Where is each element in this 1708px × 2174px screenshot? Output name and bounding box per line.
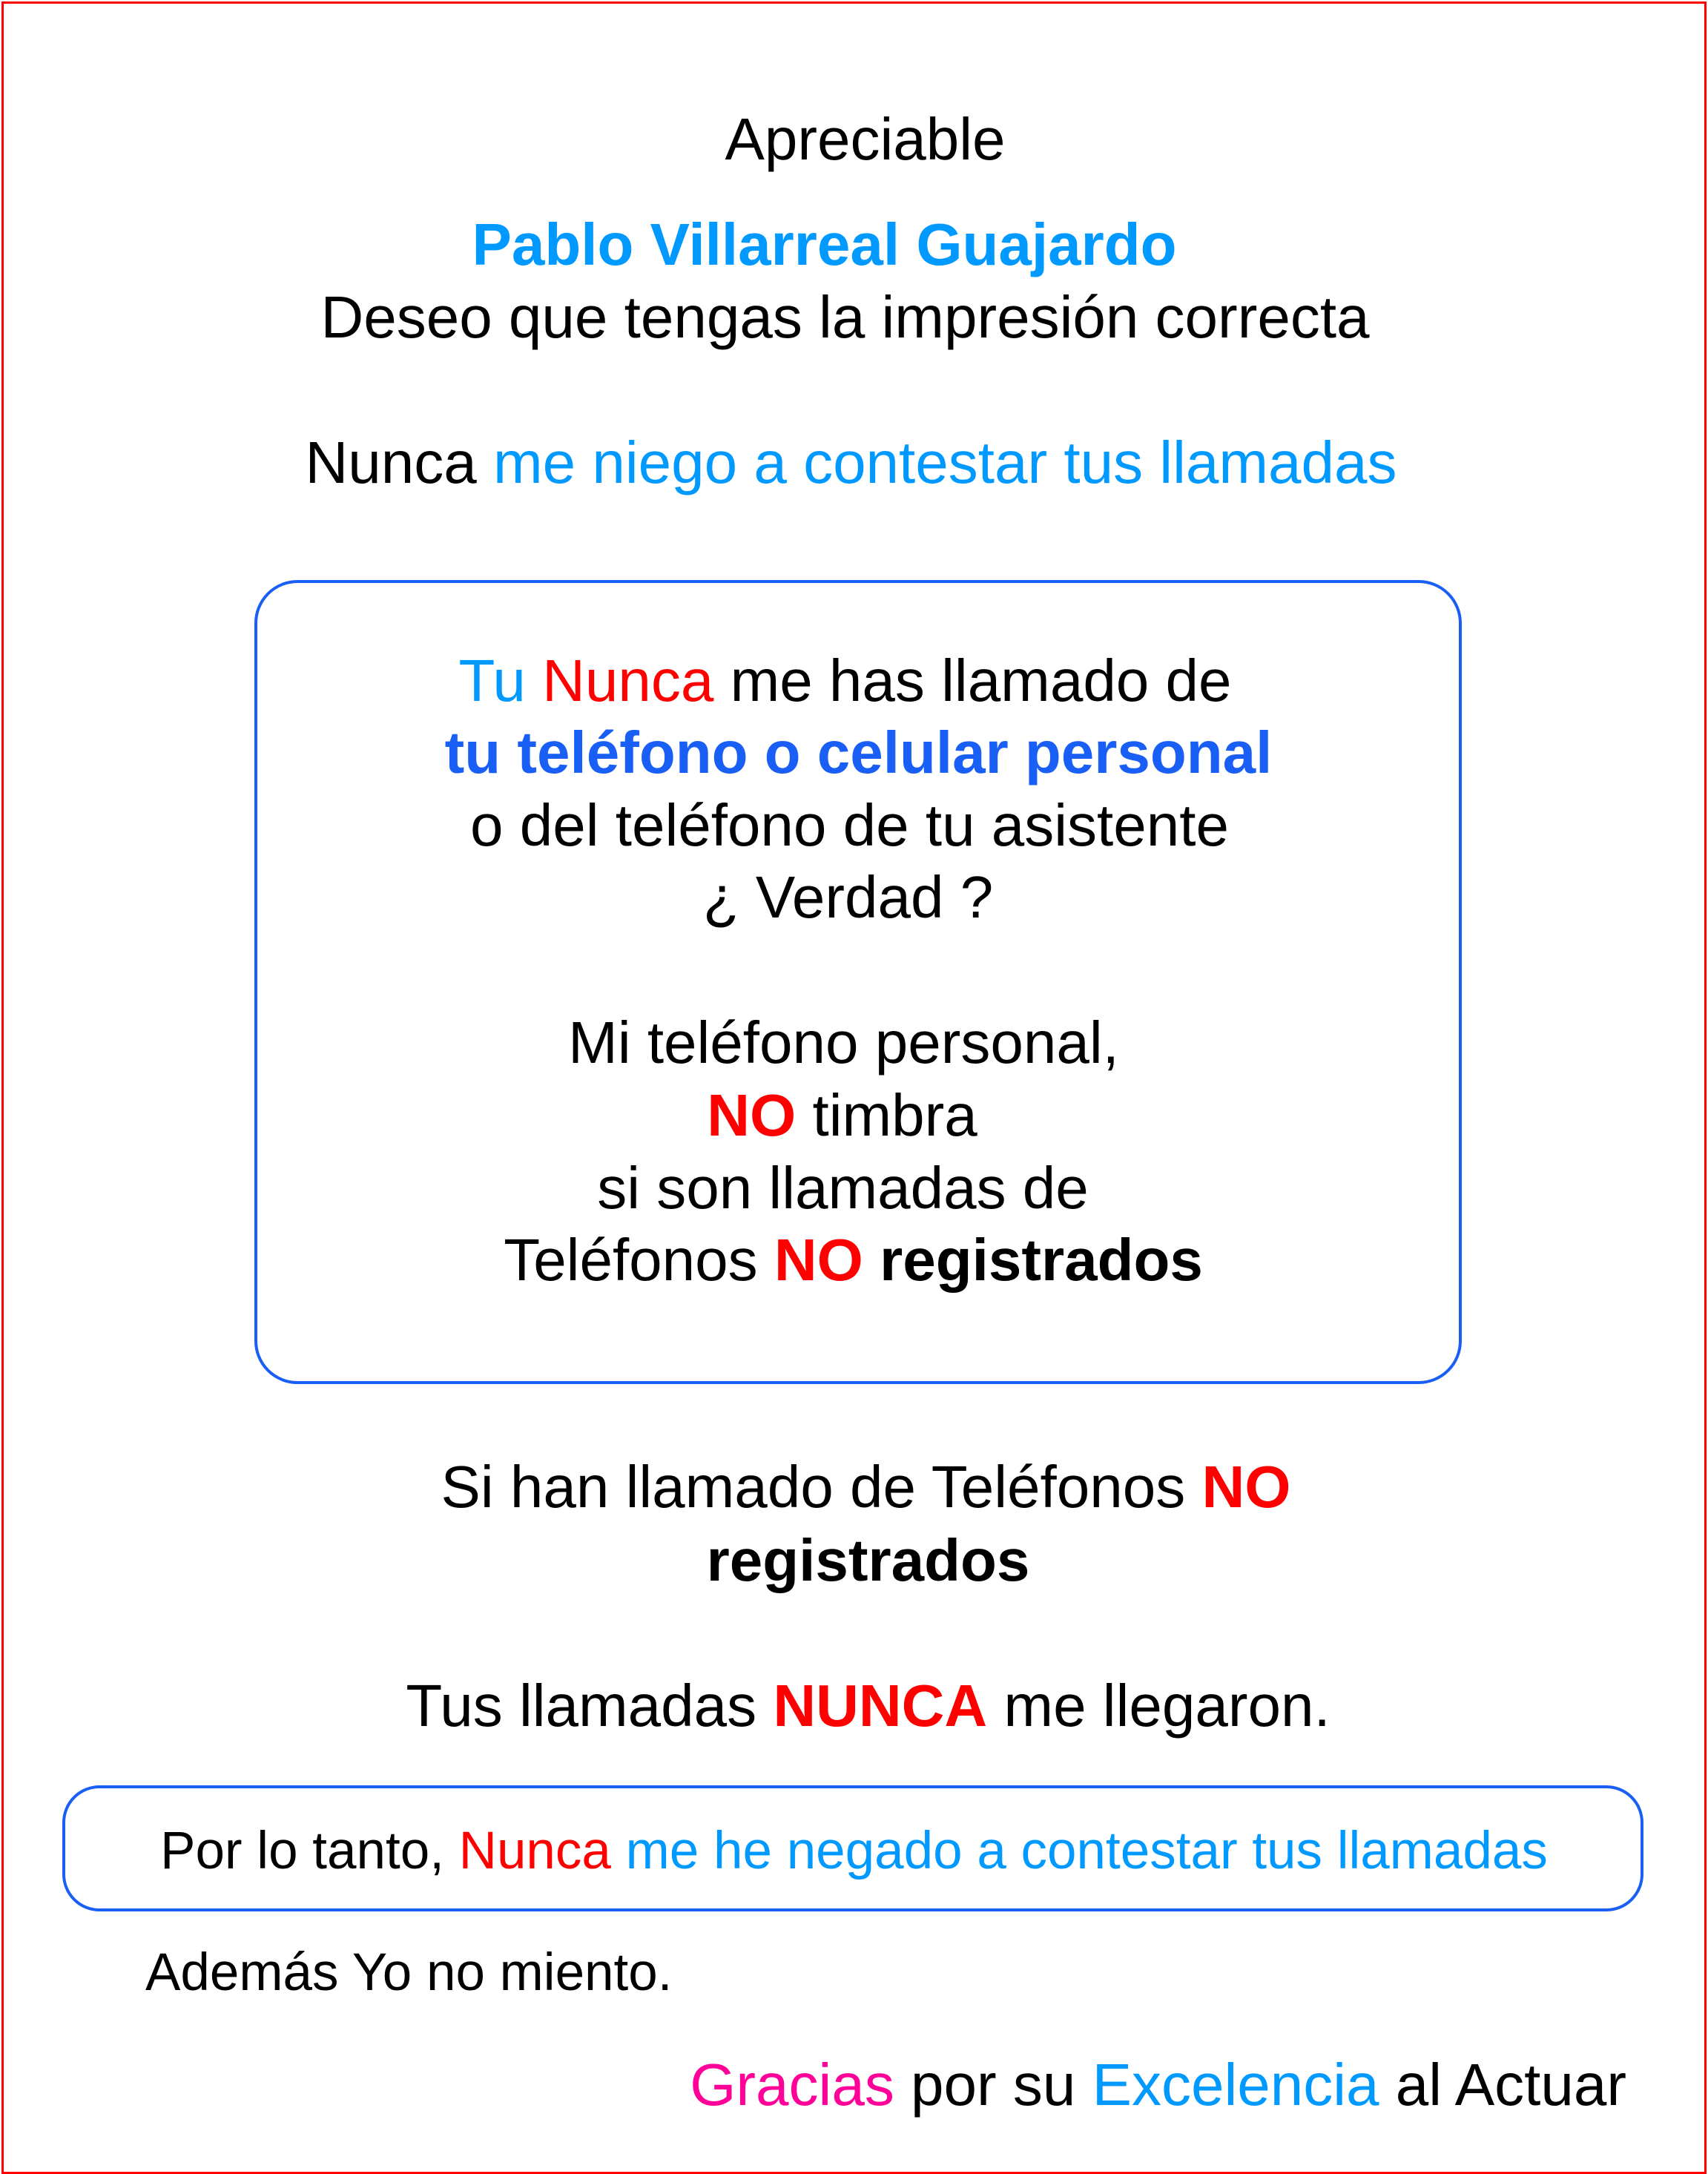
also-text: Además Yo no miento. xyxy=(145,1943,673,2002)
box-line3-text: o del teléfono de tu asistente xyxy=(470,792,1229,858)
box-line4-text: ¿ Verdad ? xyxy=(702,864,994,930)
after-line3-c: me llegaron. xyxy=(987,1673,1331,1739)
intro-text: Deseo que tengas la impresión correcta xyxy=(320,284,1370,350)
statement-part1: Nunca xyxy=(305,429,494,495)
box-line5-text: Mi teléfono personal, xyxy=(568,1009,1119,1076)
box-line6-no: NO xyxy=(707,1082,797,1148)
box-line1-nunca: Nunca xyxy=(542,648,714,714)
thanks-por-su: por su xyxy=(894,2052,1092,2118)
statement-line xyxy=(0,429,1705,495)
after-line-3 xyxy=(14,1673,1708,1739)
conclusion-part1: Por lo tanto, xyxy=(160,1822,459,1880)
box-line-5 xyxy=(0,1009,1698,1076)
thanks-line xyxy=(690,2052,1626,2118)
box-line-4 xyxy=(0,864,1702,930)
box-line2-text: tu teléfono o celular personal xyxy=(444,719,1273,785)
after-line-2 xyxy=(14,1527,1708,1593)
recipient-name-text: Pablo Villarreal Guajardo xyxy=(472,211,1177,277)
box-line-6 xyxy=(0,1082,1696,1148)
thanks-al-actuar: al Actuar xyxy=(1379,2052,1626,2118)
after-line3-nunca: NUNCA xyxy=(773,1673,988,1739)
also-line xyxy=(145,1943,673,2002)
after-line1-text: Si han llamado de Teléfonos xyxy=(441,1454,1202,1520)
conclusion-nunca: Nunca xyxy=(458,1822,611,1880)
conclusion-line xyxy=(0,1822,1708,1880)
box-line-8 xyxy=(0,1227,1707,1293)
conclusion-part3: me he negado a contestar tus llamadas xyxy=(610,1822,1548,1880)
intro-line xyxy=(0,284,1699,350)
after-line2-text: registrados xyxy=(706,1527,1030,1593)
box-line1-tu: Tu xyxy=(458,648,543,714)
after-line-1 xyxy=(12,1454,1708,1520)
greeting-text: Apreciable xyxy=(725,106,1006,172)
after-line3-a: Tus llamadas xyxy=(406,1673,774,1739)
greeting xyxy=(11,106,1708,172)
thanks-excelencia: Excelencia xyxy=(1092,2052,1379,2118)
thanks-gracias: Gracias xyxy=(690,2052,894,2118)
box-line8-registrados: registrados xyxy=(863,1227,1203,1293)
box-line7-text: si son llamadas de xyxy=(597,1155,1089,1221)
box-line-1 xyxy=(0,648,1699,714)
box-line-7 xyxy=(0,1155,1697,1221)
box-line1-rest: me has llamado de xyxy=(713,648,1232,714)
recipient-name xyxy=(0,211,1678,277)
after-line1-no: NO xyxy=(1201,1454,1291,1520)
box-line8-no: NO xyxy=(774,1227,863,1293)
box-line-3 xyxy=(0,792,1704,858)
box-line8-telefonos: Teléfonos xyxy=(504,1227,774,1293)
box-line-2 xyxy=(4,719,1708,785)
statement-part2: me niego a contestar tus llamadas xyxy=(493,429,1397,495)
box-line6-rest: timbra xyxy=(796,1082,977,1148)
